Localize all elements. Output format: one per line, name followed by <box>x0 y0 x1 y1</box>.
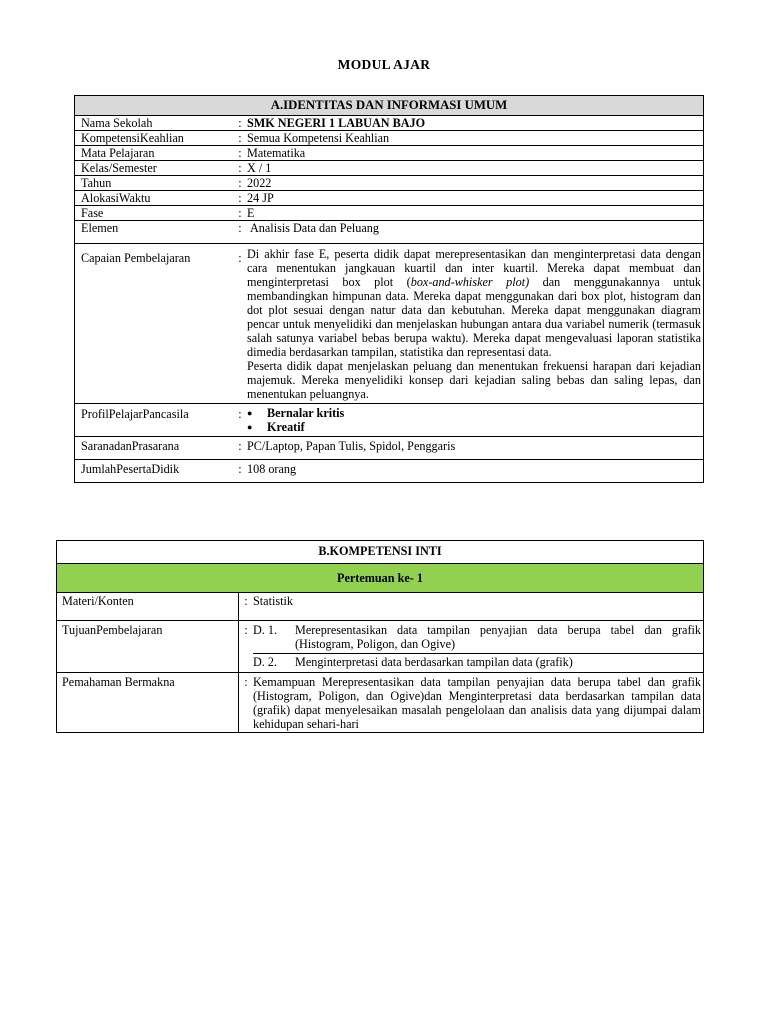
sarana-label: SaranadanPrasarana <box>75 437 234 460</box>
row-label: Elemen <box>75 221 234 244</box>
colon: : <box>233 404 247 437</box>
capaian-label: Capaian Pembelajaran <box>75 244 234 404</box>
jumlah-label: JumlahPesertaDidik <box>75 460 234 483</box>
tujuan-item <box>253 654 704 673</box>
row-label: Fase <box>75 206 234 221</box>
school-name-value: SMK NEGERI 1 LABUAN BAJO <box>247 116 704 131</box>
tujuan-number: D. 1. <box>253 623 278 637</box>
tujuan-text: Menginterpretasi data berdasarkan tampilan data (grafik) <box>295 655 573 669</box>
capaian-text: Di akhir fase E, peserta didik dapat merepresentasikan dan menginterpretasi data dengan cara menentukan jangkauan kuartil dan inter kuartil. Mereka dapat membuat dan menginterpretasi box plot ( <box>247 247 701 289</box>
colon: : <box>233 191 247 206</box>
row-value: 2022 <box>247 176 704 191</box>
sarana-value: PC/Laptop, Papan Tulis, Spidol, Penggaris <box>247 437 704 460</box>
colon: : <box>233 146 247 161</box>
meeting-heading: Pertemuan ke- 1 <box>57 564 704 593</box>
pemahaman-value: Kemampuan Merepresentasikan data tampilan penyajian data berupa tabel dan grafik (Histogram, Poligon, dan Ogive)dan Menginterpretasi data berdasarkan tampilan data (grafik) dapat menyelesaikan masalah pengelolaan dan analisis data yang dijumpai dalam kehidupan sehari-hari <box>253 673 704 733</box>
table-row <box>75 221 704 244</box>
kompetensi-table <box>56 540 704 733</box>
colon: : <box>233 131 247 146</box>
table-row <box>57 621 704 654</box>
materi-label: Materi/Konten <box>57 593 239 621</box>
table-row <box>75 437 704 460</box>
colon: : <box>239 621 254 673</box>
table-row <box>75 176 704 191</box>
list-item: ● Bernalar kritis <box>253 406 701 420</box>
profil-list <box>253 406 701 434</box>
capaian-value <box>247 244 704 404</box>
capaian-paragraph-2: Peserta didik dapat menjelaskan peluang dan menentukan frekuensi harapan dari kejadian majemuk. Mereka menyelidiki konsep dari kejadian saling bebas dan saling lepas, dan menentukan peluangnya. <box>247 359 701 401</box>
table-row <box>75 161 704 176</box>
row-value: E <box>247 206 704 221</box>
table-row <box>75 116 704 131</box>
colon: : <box>233 437 247 460</box>
row-label: Mata Pelajaran <box>75 146 234 161</box>
row-value: Matematika <box>247 146 704 161</box>
tujuan-text: Merepresentasikan data tampilan penyajian data berupa tabel dan grafik (Histogram, Poligon, dan Ogive) <box>295 623 701 651</box>
section-a-heading: A.IDENTITAS DAN INFORMASI UMUM <box>75 96 704 116</box>
jumlah-value: 108 orang <box>247 460 704 483</box>
capaian-text: dan menggunakannya untuk membandingkan himpunan data. Mereka dapat menggunakan dari box plot, histogram dan dot plot sesuai dengan natur data dan kebutuhan. Mereka dapat menggunakan diagram pencar untuk menyelidiki dan menjelaskan hubungan antara dua variabel numerik (termasuk salah satunya variabel bebas berupa waktu). Mereka dapat mengevaluasi laporan statistika dimedia berdasarkan tampilan, statistika dan representasi data. <box>247 275 701 359</box>
colon: : <box>233 176 247 191</box>
row-label: KompetensiKeahlian <box>75 131 234 146</box>
table-row <box>75 131 704 146</box>
table-row <box>75 244 704 404</box>
table-row <box>57 673 704 733</box>
identitas-table <box>74 95 704 483</box>
table-row <box>75 460 704 483</box>
row-value: Semua Kompetensi Keahlian <box>247 131 704 146</box>
colon: : <box>233 244 247 404</box>
capaian-italic-term: box-and-whisker plot) <box>410 275 530 289</box>
profil-value <box>247 404 704 437</box>
table-row <box>57 593 704 621</box>
table-row <box>75 146 704 161</box>
colon: : <box>239 593 254 621</box>
row-value: X / 1 <box>247 161 704 176</box>
tujuan-label: TujuanPembelajaran <box>57 621 239 673</box>
row-label: Tahun <box>75 176 234 191</box>
row-value: 24 JP <box>247 191 704 206</box>
table-row <box>75 206 704 221</box>
row-value: Analisis Data dan Peluang <box>247 221 704 244</box>
profil-label: ProfilPelajarPancasila <box>75 404 234 437</box>
colon: : <box>233 161 247 176</box>
table-row <box>75 404 704 437</box>
list-item: ● Kreatif <box>253 420 701 434</box>
row-label: Kelas/Semester <box>75 161 234 176</box>
tujuan-number: D. 2. <box>253 655 278 669</box>
table-row <box>75 191 704 206</box>
materi-value: Statistik <box>253 593 704 621</box>
section-b-heading: B.KOMPETENSI INTI <box>57 541 704 564</box>
colon: : <box>233 116 247 131</box>
colon: : <box>233 221 247 244</box>
tujuan-item <box>253 621 704 654</box>
colon: : <box>233 460 247 483</box>
colon: : <box>239 673 254 733</box>
row-label: AlokasiWaktu <box>75 191 234 206</box>
page-title: MODUL AJAR <box>337 57 431 72</box>
pemahaman-label: Pemahaman Bermakna <box>57 673 239 733</box>
row-label: Nama Sekolah <box>75 116 234 131</box>
colon: : <box>233 206 247 221</box>
